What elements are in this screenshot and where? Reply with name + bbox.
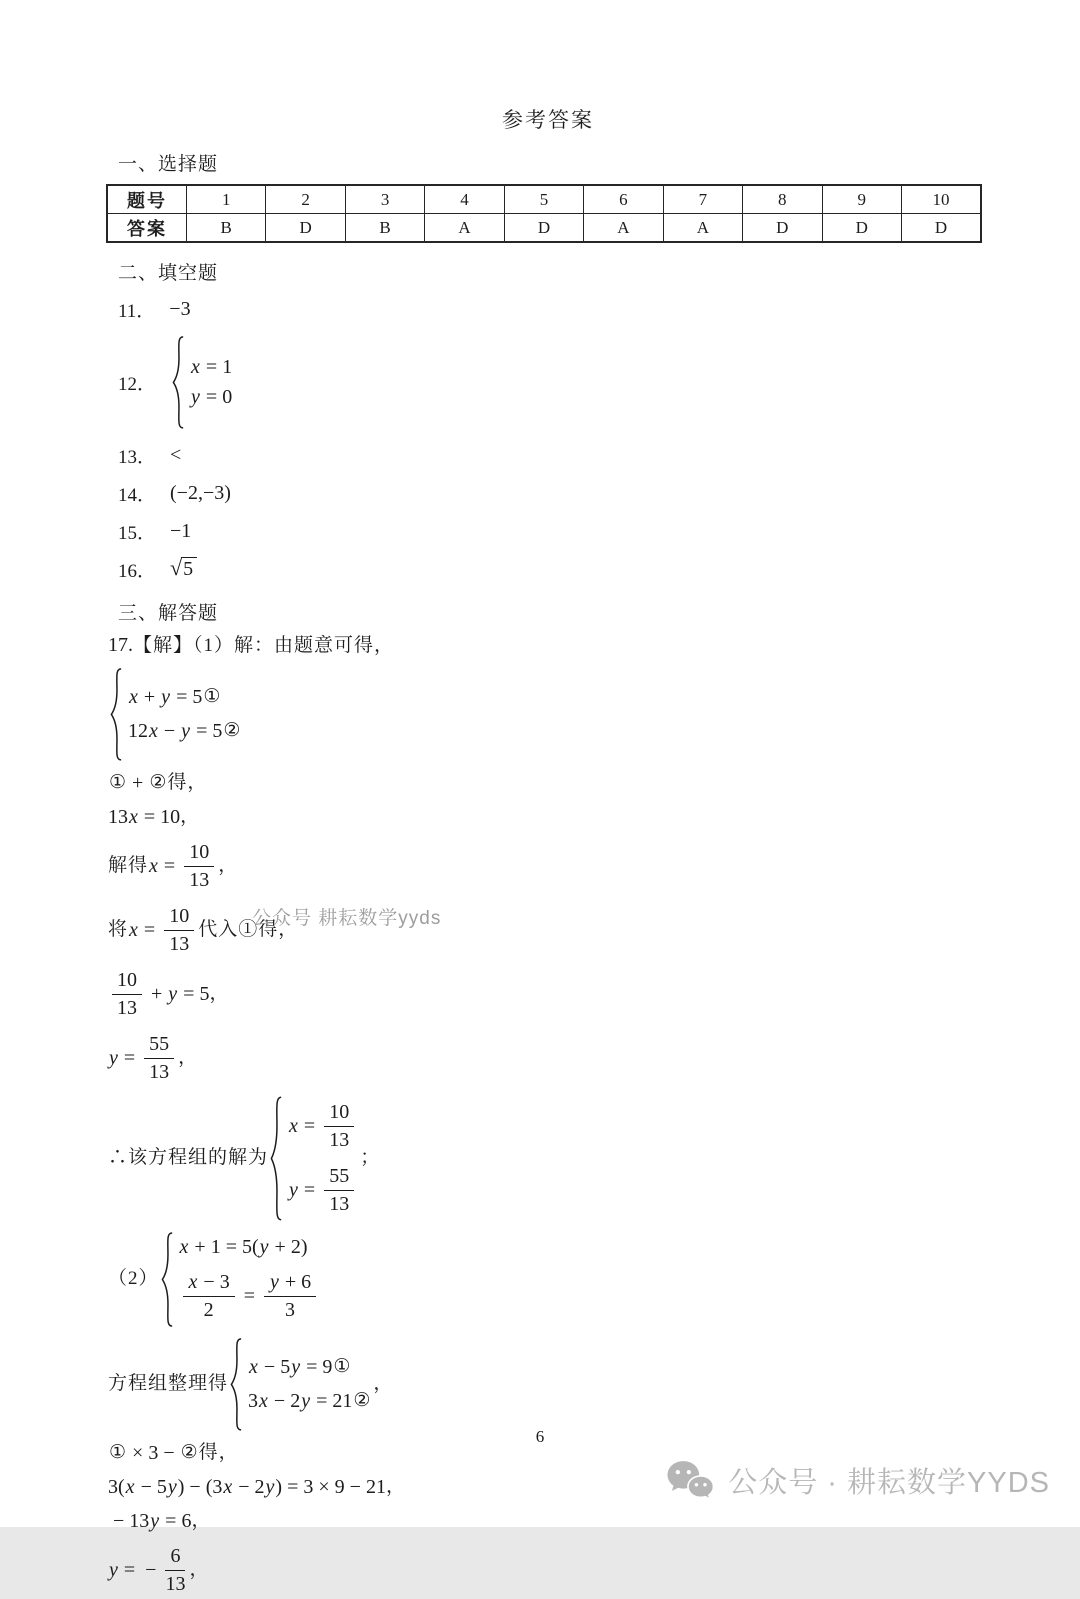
math-operator: = [165, 1509, 177, 1532]
math-variable: x [179, 1235, 189, 1258]
fraction-denominator: 13 [329, 1192, 350, 1215]
item-number: 12． [118, 373, 157, 395]
item-answer [170, 444, 181, 467]
math-number: 1 [222, 355, 233, 378]
math-operator: = [303, 1114, 316, 1137]
math-variable: y [109, 1046, 118, 1069]
equation-row [190, 386, 232, 409]
math-operator: × [132, 1441, 144, 1464]
fraction-denominator: 3 [285, 1298, 296, 1321]
fill-blank-item [118, 296, 990, 323]
equation-row [248, 1388, 371, 1415]
table-cell-question-number: 6 [584, 185, 663, 214]
table-cell-answer: D [743, 214, 822, 243]
math-number: 5 [192, 685, 203, 708]
math-number: 5 [280, 1355, 291, 1378]
math-operator: = [196, 719, 208, 742]
equation-row [128, 718, 241, 745]
math-number: 17. [108, 633, 133, 656]
footer-brand [666, 1460, 1050, 1501]
math-variable: y [269, 1270, 279, 1293]
table-cell-question-number: 3 [345, 185, 424, 214]
page-title: 参考答案 [502, 108, 594, 132]
fraction [165, 1545, 185, 1596]
text-run: 【解】（1）解：由题意可得， [133, 634, 395, 656]
math-variable: y [191, 385, 200, 408]
equation-system [270, 1096, 358, 1221]
math-operator: = [205, 385, 218, 408]
fraction [183, 1271, 235, 1322]
math-number: 5( [241, 1235, 259, 1258]
watermark-center: 公众号 耕耘数学yyds [252, 908, 442, 929]
circled-number: ① [109, 771, 127, 794]
math-operator: + [284, 1270, 297, 1293]
solution-line [108, 1336, 990, 1433]
math-variable: y [150, 1509, 160, 1532]
item-answer [170, 482, 231, 505]
math-variable: x [149, 719, 158, 742]
math-number: −1 [170, 519, 192, 542]
equation-row [128, 684, 241, 711]
math-variable: x [249, 1355, 258, 1378]
left-brace-icon [161, 1232, 174, 1327]
table-cell-answer: A [425, 214, 504, 243]
item-number: 16． [118, 560, 157, 582]
item-answer [170, 334, 234, 431]
fill-blank-item [118, 442, 990, 469]
math-operator: = [306, 1355, 318, 1378]
math-operator: − [113, 1509, 125, 1532]
math-number: 21 [365, 1475, 386, 1498]
math-operator: = [143, 918, 156, 941]
fill-blank-item [118, 556, 990, 583]
math-number: (−2,−3) [170, 481, 231, 504]
radicand: 5 [181, 557, 197, 581]
math-number: 1 [210, 1235, 221, 1258]
item-number: 11． [118, 301, 156, 322]
table-cell-answer: D [822, 214, 901, 243]
fraction-numerator [264, 1271, 316, 1297]
text-run: ∴该方程组的解为 [108, 1147, 269, 1169]
circled-number: ① [333, 1355, 351, 1378]
table-cell-answer: D [901, 214, 981, 243]
fill-blank-item [118, 518, 990, 545]
equation-row [179, 1268, 321, 1325]
math-operator: + [194, 1235, 206, 1258]
math-number: 2) [290, 1235, 308, 1258]
math-number: 12 [128, 719, 148, 742]
math-number: 5 [199, 982, 210, 1005]
solution-line [108, 1094, 990, 1223]
math-variable: x [129, 685, 138, 708]
fraction [324, 1101, 354, 1152]
text-run: ， [189, 1559, 210, 1581]
math-operator: − [145, 1558, 157, 1581]
math-operator: = [143, 805, 156, 828]
solution-line [108, 632, 990, 659]
fraction [324, 1165, 354, 1216]
fraction-numerator: 55 [324, 1165, 354, 1191]
sqrt-expression [170, 557, 197, 581]
solution-line [108, 1508, 990, 1535]
circled-number: ① [203, 685, 221, 708]
solution-line [108, 1542, 990, 1599]
table-cell-question-number: 5 [504, 185, 583, 214]
text-run: 方程组整理得 [108, 1373, 229, 1395]
text-run: ， [373, 1373, 394, 1395]
equation-system [172, 336, 232, 429]
text-run: ， [178, 1047, 199, 1069]
item-number: 15． [118, 522, 157, 544]
solution-line [108, 666, 990, 763]
math-operator: = [287, 1475, 299, 1498]
math-operator: = [123, 1558, 136, 1581]
math-number: 3 [148, 1441, 159, 1464]
equation-system [230, 1338, 371, 1431]
math-operator: − [140, 1475, 152, 1498]
circled-number: ② [353, 1389, 371, 1412]
math-number: < [170, 443, 182, 466]
math-operator: = [176, 685, 188, 708]
table-cell-question-number: 9 [822, 185, 901, 214]
math-variable: y [301, 1389, 311, 1412]
left-brace-icon [270, 1096, 283, 1221]
math-operator: − [189, 1475, 201, 1498]
fraction-numerator: 10 [184, 841, 214, 867]
math-number: 21 [332, 1389, 353, 1412]
math-operator: = [163, 854, 176, 877]
table-label-number: 题号 [107, 185, 187, 214]
circled-number: ② [180, 1441, 198, 1464]
math-number: 2 [254, 1475, 265, 1498]
equation-rows [123, 682, 241, 747]
answer-table [106, 184, 982, 243]
table-cell-question-number: 2 [266, 185, 345, 214]
item-answer [170, 520, 191, 543]
text-run: 得， [198, 1442, 239, 1464]
circled-number: ② [149, 771, 167, 794]
equation-row [248, 1354, 371, 1381]
math-number: 3( [108, 1475, 125, 1498]
table-cell-answer: D [266, 214, 345, 243]
solution-line [108, 966, 990, 1023]
left-brace-icon [110, 668, 123, 761]
math-operator: = [303, 1178, 316, 1201]
left-brace-icon [230, 1338, 243, 1431]
item-answer [169, 298, 190, 321]
text-run: ， [209, 983, 230, 1005]
circled-number: ② [223, 719, 241, 742]
table-cell-question-number: 10 [901, 185, 981, 214]
text-run: （2） [108, 1268, 159, 1290]
math-number: 0 [222, 385, 233, 408]
math-number: 9 [322, 1355, 333, 1378]
table-label-answer: 答案 [107, 214, 187, 243]
math-operator: − [163, 1441, 175, 1464]
equation-rows [283, 1096, 358, 1221]
fraction-numerator: 10 [324, 1101, 354, 1127]
math-variable: y [109, 1558, 118, 1581]
fraction [164, 905, 194, 956]
math-number: 6 [181, 1509, 192, 1532]
table-cell-answer: A [663, 214, 742, 243]
math-number: 13 [129, 1509, 150, 1532]
math-variable: y [289, 1178, 298, 1201]
math-number: (3 [205, 1475, 223, 1498]
equation-system [110, 668, 241, 761]
math-number: 5 [212, 719, 223, 742]
math-operator: − [163, 719, 176, 742]
table-row-numbers [107, 185, 981, 214]
solution-line [108, 1230, 990, 1329]
math-number: 9 [334, 1475, 345, 1498]
left-brace-icon [172, 336, 185, 429]
math-operator: − [238, 1475, 250, 1498]
table-cell-answer: B [345, 214, 424, 243]
math-variable: y [168, 982, 178, 1005]
fraction-denominator: 13 [149, 1060, 170, 1083]
math-number: 3 [248, 1389, 259, 1412]
table-cell-answer: A [584, 214, 663, 243]
table-row-answers [107, 214, 981, 243]
math-variable: y [161, 685, 171, 708]
table-cell-question-number: 4 [425, 185, 504, 214]
fraction-denominator: 13 [165, 1572, 186, 1595]
equation-row [288, 1162, 358, 1219]
fraction-numerator: 55 [144, 1033, 174, 1059]
table-cell-answer: D [504, 214, 583, 243]
math-number: 3 [219, 1270, 230, 1293]
equation-row [190, 356, 232, 379]
math-variable: x [125, 1475, 135, 1498]
math-variable: x [188, 1270, 198, 1293]
table-cell-question-number: 7 [663, 185, 742, 214]
text-run: 将 [108, 919, 129, 941]
fill-blank-item [118, 334, 990, 431]
text-run: ， [191, 1510, 212, 1532]
math-operator: − [349, 1475, 361, 1498]
math-variable: x [259, 1389, 268, 1412]
math-operator: = [123, 1046, 136, 1069]
equation-rows [243, 1352, 371, 1417]
solution-line [108, 902, 990, 959]
solution-line [108, 804, 990, 831]
fraction [184, 841, 214, 892]
math-operator: + [274, 1235, 286, 1258]
math-operator: = [205, 355, 218, 378]
item-number: 13． [118, 446, 157, 468]
text-run: ， [385, 1476, 406, 1498]
fraction-denominator: 13 [189, 868, 210, 891]
equation-rows [185, 354, 232, 411]
math-number: 3 [303, 1475, 314, 1498]
math-number: 6 [301, 1270, 312, 1293]
table-cell-question-number: 8 [743, 185, 822, 214]
fraction-denominator: 13 [169, 932, 190, 955]
text-run: ， [180, 806, 201, 828]
fraction [144, 1033, 174, 1084]
math-variable: x [129, 918, 138, 941]
solution-steps [106, 632, 990, 1599]
solution-line [108, 770, 990, 797]
math-operator: + [151, 982, 163, 1005]
item-number: 14． [118, 484, 157, 506]
text-run: ， [218, 855, 239, 877]
equation-row [179, 1234, 321, 1261]
math-operator: − [263, 1355, 276, 1378]
math-operator: − [203, 1270, 215, 1293]
math-number: −3 [169, 298, 191, 320]
math-variable: y [265, 1475, 275, 1498]
text-run: 解得 [108, 855, 149, 877]
fraction-numerator: 6 [165, 1545, 185, 1571]
section-heading-choice: 一、选择题 [118, 154, 219, 175]
fraction-numerator: 10 [164, 905, 194, 931]
table-cell-question-number: 1 [187, 185, 266, 214]
page-number: 6 [535, 1427, 545, 1446]
fraction-denominator: 2 [203, 1298, 214, 1321]
math-operator: = [316, 1389, 328, 1412]
math-variable: x [149, 854, 158, 877]
math-variable: x [191, 355, 200, 378]
math-operator: = [183, 982, 195, 1005]
math-number: 13 [108, 805, 128, 828]
equation-rows [174, 1232, 321, 1327]
math-variable: y [291, 1355, 301, 1378]
math-number: ) [177, 1475, 185, 1498]
math-operator: + [132, 771, 144, 794]
math-variable: x [289, 1114, 298, 1137]
math-variable: y [181, 719, 191, 742]
circled-number: ① [109, 1441, 127, 1464]
math-operator: × [318, 1475, 330, 1498]
fraction-numerator [183, 1271, 235, 1297]
math-number: ) [275, 1475, 283, 1498]
math-operator: + [143, 685, 156, 708]
math-operator: = [243, 1284, 255, 1307]
math-number: 2 [290, 1389, 301, 1412]
wechat-icon [666, 1460, 715, 1501]
section-heading-solution: 三、解答题 [118, 602, 219, 624]
solution-line [108, 1030, 990, 1087]
math-variable: y [167, 1475, 177, 1498]
item-answer [170, 557, 197, 581]
fraction-denominator: 13 [329, 1128, 350, 1151]
text-run: 代入①得， [198, 919, 299, 941]
solution-line [108, 838, 990, 895]
math-operator: − [273, 1389, 286, 1412]
math-variable: y [259, 1235, 269, 1258]
footer-brand-label: 公众号 · 耕耘数学YYDS [728, 1467, 1050, 1499]
fraction-denominator: 13 [117, 996, 137, 1019]
fill-blank-item [118, 480, 990, 507]
math-number: 10 [160, 805, 181, 828]
math-variable: x [129, 805, 138, 828]
text-run: ； [360, 1147, 381, 1169]
math-variable: x [223, 1475, 233, 1498]
section-heading-blank: 二、填空题 [118, 263, 219, 284]
text-run: 得， [167, 772, 208, 794]
math-operator: = [225, 1235, 237, 1258]
fraction [112, 969, 142, 1020]
math-number: 5 [156, 1475, 167, 1498]
table-cell-answer: B [187, 214, 266, 243]
equation-system [161, 1232, 321, 1327]
radical-sign-icon: √ [170, 555, 183, 581]
equation-row [288, 1098, 358, 1155]
fill-blank-list [106, 296, 990, 583]
fraction-numerator: 10 [112, 969, 142, 995]
fraction [264, 1271, 316, 1322]
